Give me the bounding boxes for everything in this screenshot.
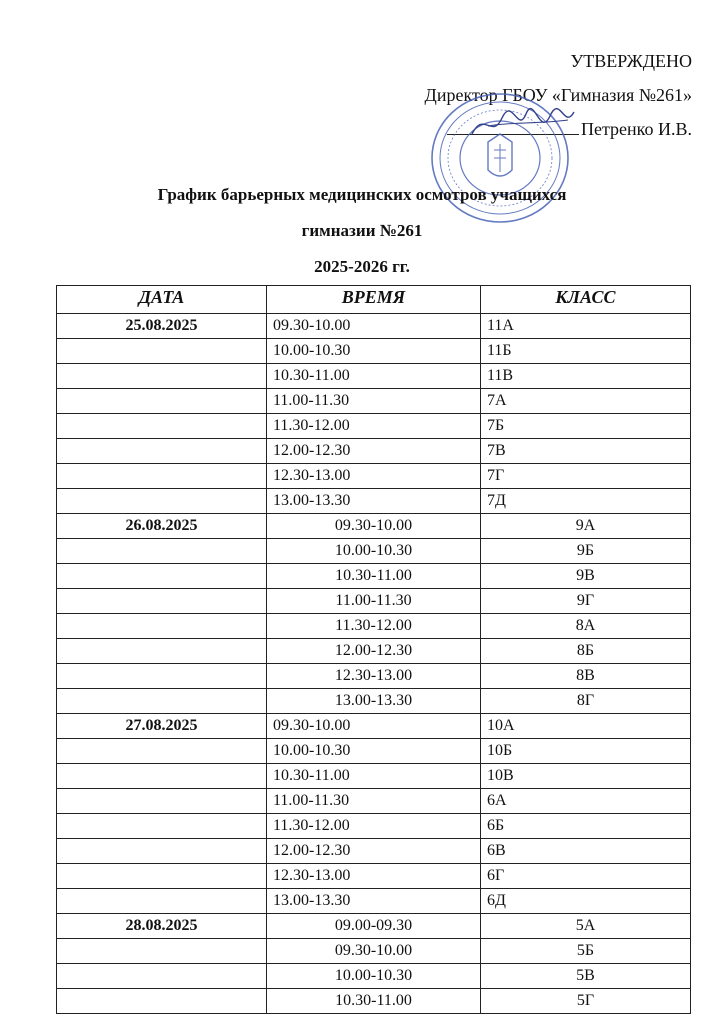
time-cell: 09.30-10.00 bbox=[267, 314, 481, 339]
class-cell: 10В bbox=[481, 764, 691, 789]
table-row bbox=[57, 789, 691, 814]
schedule-body bbox=[57, 314, 691, 1014]
time-cell: 10.00-10.30 bbox=[267, 539, 481, 564]
class-cell: 5Б bbox=[481, 939, 691, 964]
class-cell: 6Г bbox=[481, 864, 691, 889]
time-cell: 11.30-12.00 bbox=[267, 614, 481, 639]
time-cell: 10.30-11.00 bbox=[267, 564, 481, 589]
class-cell: 11Б bbox=[481, 339, 691, 364]
table-row bbox=[57, 839, 691, 864]
table-row bbox=[57, 439, 691, 464]
table-row bbox=[57, 689, 691, 714]
class-cell: 9Г bbox=[481, 589, 691, 614]
empty-date-cell bbox=[57, 989, 267, 1014]
header-time: ВРЕМЯ bbox=[267, 286, 481, 314]
schedule-title: График барьерных медицинских осмотров учащихся bbox=[157, 185, 567, 204]
class-cell: 7В bbox=[481, 439, 691, 464]
empty-date-cell bbox=[57, 739, 267, 764]
time-cell: 13.00-13.30 bbox=[267, 889, 481, 914]
approved-label: УТВЕРЖДЕНО bbox=[570, 51, 692, 71]
class-cell: 7Д bbox=[481, 489, 691, 514]
empty-date-cell bbox=[57, 414, 267, 439]
class-cell: 10А bbox=[481, 714, 691, 739]
time-cell: 13.00-13.30 bbox=[267, 489, 481, 514]
table-row bbox=[57, 714, 691, 739]
time-cell: 09.30-10.00 bbox=[267, 714, 481, 739]
class-cell: 9А bbox=[481, 514, 691, 539]
class-cell: 8Б bbox=[481, 639, 691, 664]
table-row bbox=[57, 889, 691, 914]
class-cell: 6В bbox=[481, 839, 691, 864]
empty-date-cell bbox=[57, 639, 267, 664]
director-line: Директор ГБОУ «Гимназия №261» bbox=[424, 85, 692, 105]
empty-date-cell bbox=[57, 589, 267, 614]
table-row bbox=[57, 964, 691, 989]
time-cell: 12.00-12.30 bbox=[267, 839, 481, 864]
empty-date-cell bbox=[57, 389, 267, 414]
class-cell: 7Б bbox=[481, 414, 691, 439]
schedule-table bbox=[56, 285, 691, 1014]
date-cell: 25.08.2025 bbox=[57, 314, 267, 339]
empty-date-cell bbox=[57, 839, 267, 864]
empty-date-cell bbox=[57, 864, 267, 889]
table-row bbox=[57, 514, 691, 539]
empty-date-cell bbox=[57, 614, 267, 639]
empty-date-cell bbox=[57, 964, 267, 989]
class-cell: 6Д bbox=[481, 889, 691, 914]
time-cell: 09.00-09.30 bbox=[267, 914, 481, 939]
header-row bbox=[57, 286, 691, 314]
time-cell: 12.00-12.30 bbox=[267, 439, 481, 464]
time-cell: 10.30-11.00 bbox=[267, 989, 481, 1014]
table-row bbox=[57, 339, 691, 364]
time-cell: 10.00-10.30 bbox=[267, 739, 481, 764]
empty-date-cell bbox=[57, 489, 267, 514]
time-cell: 09.30-10.00 bbox=[267, 939, 481, 964]
empty-date-cell bbox=[57, 439, 267, 464]
handwritten-signature bbox=[468, 104, 578, 144]
table-row bbox=[57, 364, 691, 389]
empty-date-cell bbox=[57, 664, 267, 689]
empty-date-cell bbox=[57, 764, 267, 789]
class-cell: 7Г bbox=[481, 464, 691, 489]
empty-date-cell bbox=[57, 464, 267, 489]
empty-date-cell bbox=[57, 889, 267, 914]
class-cell: 9В bbox=[481, 564, 691, 589]
schedule-subtitle: гимназии №261 bbox=[301, 221, 423, 240]
class-cell: 8В bbox=[481, 664, 691, 689]
header-class: КЛАСС bbox=[481, 286, 691, 314]
class-cell: 6А bbox=[481, 789, 691, 814]
table-row bbox=[57, 814, 691, 839]
empty-date-cell bbox=[57, 364, 267, 389]
header-date: ДАТА bbox=[57, 286, 267, 314]
table-row bbox=[57, 939, 691, 964]
empty-date-cell bbox=[57, 539, 267, 564]
class-cell: 5Г bbox=[481, 989, 691, 1014]
table-row bbox=[57, 314, 691, 339]
time-cell: 12.30-13.00 bbox=[267, 464, 481, 489]
table-row bbox=[57, 414, 691, 439]
empty-date-cell bbox=[57, 339, 267, 364]
table-row bbox=[57, 489, 691, 514]
time-cell: 11.30-12.00 bbox=[267, 414, 481, 439]
table-row bbox=[57, 914, 691, 939]
time-cell: 09.30-10.00 bbox=[267, 514, 481, 539]
time-cell: 11.00-11.30 bbox=[267, 589, 481, 614]
time-cell: 10.00-10.30 bbox=[267, 339, 481, 364]
table-row bbox=[57, 989, 691, 1014]
class-cell: 8А bbox=[481, 614, 691, 639]
class-cell: 7А bbox=[481, 389, 691, 414]
class-cell: 11А bbox=[481, 314, 691, 339]
table-row bbox=[57, 614, 691, 639]
class-cell: 10Б bbox=[481, 739, 691, 764]
time-cell: 11.30-12.00 bbox=[267, 814, 481, 839]
time-cell: 12.00-12.30 bbox=[267, 639, 481, 664]
table-row bbox=[57, 664, 691, 689]
time-cell: 11.00-11.30 bbox=[267, 389, 481, 414]
date-cell: 26.08.2025 bbox=[57, 514, 267, 539]
date-cell: 28.08.2025 bbox=[57, 914, 267, 939]
signatory-name: Петренко И.В. bbox=[580, 119, 692, 139]
table-row bbox=[57, 589, 691, 614]
class-cell: 6Б bbox=[481, 814, 691, 839]
table-row bbox=[57, 564, 691, 589]
time-cell: 10.30-11.00 bbox=[267, 364, 481, 389]
table-row bbox=[57, 739, 691, 764]
empty-date-cell bbox=[57, 939, 267, 964]
table-row bbox=[57, 464, 691, 489]
class-cell: 9Б bbox=[481, 539, 691, 564]
table-row bbox=[57, 389, 691, 414]
empty-date-cell bbox=[57, 789, 267, 814]
time-cell: 11.00-11.30 bbox=[267, 789, 481, 814]
time-cell: 12.30-13.00 bbox=[267, 864, 481, 889]
class-cell: 11В bbox=[481, 364, 691, 389]
table-row bbox=[57, 539, 691, 564]
empty-date-cell bbox=[57, 564, 267, 589]
table-row bbox=[57, 639, 691, 664]
class-cell: 5А bbox=[481, 914, 691, 939]
schedule-years: 2025-2026 гг. bbox=[314, 257, 410, 276]
time-cell: 13.00-13.30 bbox=[267, 689, 481, 714]
class-cell: 5В bbox=[481, 964, 691, 989]
empty-date-cell bbox=[57, 814, 267, 839]
table-row bbox=[57, 764, 691, 789]
time-cell: 10.00-10.30 bbox=[267, 964, 481, 989]
time-cell: 12.30-13.00 bbox=[267, 664, 481, 689]
empty-date-cell bbox=[57, 689, 267, 714]
class-cell: 8Г bbox=[481, 689, 691, 714]
table-row bbox=[57, 864, 691, 889]
time-cell: 10.30-11.00 bbox=[267, 764, 481, 789]
date-cell: 27.08.2025 bbox=[57, 714, 267, 739]
